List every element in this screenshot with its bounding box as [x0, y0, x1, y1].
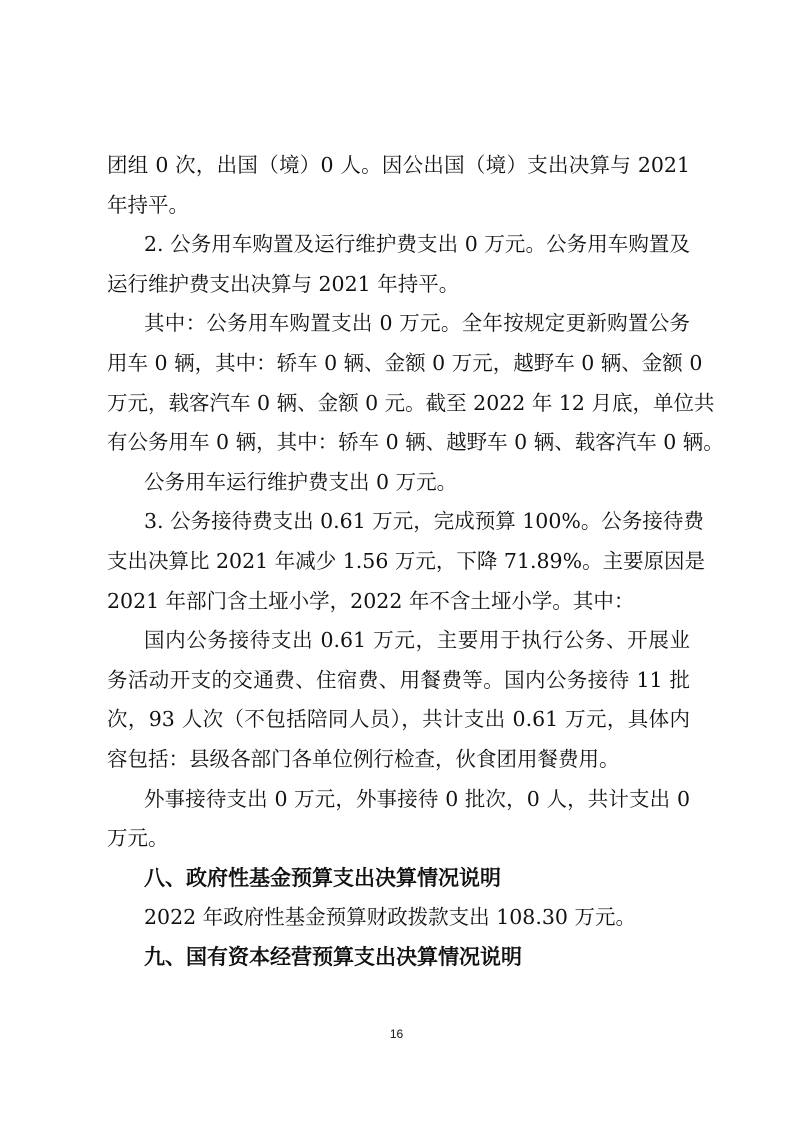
text-line: 运行维护费支出决算与 2021 年持平。: [107, 271, 460, 296]
text-line: 务活动开支的交通费、住宿费、用餐费等。国内公务接待 11 批: [107, 667, 690, 692]
text-line: 万元。: [107, 826, 169, 851]
text-line: 国内公务接待支出 0.61 万元，主要用于执行公务、开展业: [144, 628, 690, 653]
section-heading: 九、国有资本经营预算支出决算情况说明: [144, 945, 522, 969]
text-line: 公务用车运行维护费支出 0 万元。: [144, 469, 458, 494]
section-heading: 八、政府性基金预算支出决算情况说明: [144, 865, 501, 890]
text-line: 容包括：县级各部门各单位例行检查，伙食团用餐费用。: [107, 747, 620, 771]
text-line: 团组 0 次，出国（境）0 人。因公出国（境）支出决算与 2021: [107, 153, 690, 177]
text-line: 万元，载客汽车 0 辆、金额 0 元。截至 2022 年 12 月底，单位共: [107, 390, 715, 415]
text-line: 2022 年政府性基金预算财政拨款支出 108.30 万元。: [144, 905, 636, 930]
page-number: 16: [389, 1027, 404, 1041]
text-line: 2. 公务用车购置及运行维护费支出 0 万元。公务用车购置及: [144, 232, 690, 257]
text-line: 2021 年部门含土垭小学，2022 年不含土垭小学。其中：: [107, 588, 635, 613]
text-line: 用车 0 辆，其中：轿车 0 辆、金额 0 万元，越野车 0 辆、金额 0: [107, 351, 703, 375]
text-line: 次，93 人次（不包括陪同人员），共计支出 0.61 万元，具体内: [107, 707, 690, 732]
text-line: 有公务用车 0 辆，其中：轿车 0 辆、越野车 0 辆、载客汽车 0 辆。: [107, 430, 724, 455]
text-line: 其中：公务用车购置支出 0 万元。全年按规定更新购置公务: [144, 311, 690, 336]
text-line: 3. 公务接待费支出 0.61 万元，完成预算 100%。公务接待费: [144, 509, 704, 534]
text-line: 外事接待支出 0 万元，外事接待 0 批次，0 人，共计支出 0: [144, 786, 690, 811]
text-line: 支出决算比 2021 年减少 1.56 万元，下降 71.89%。主要原因是: [107, 549, 706, 573]
text-line: 年持平。: [107, 192, 189, 217]
